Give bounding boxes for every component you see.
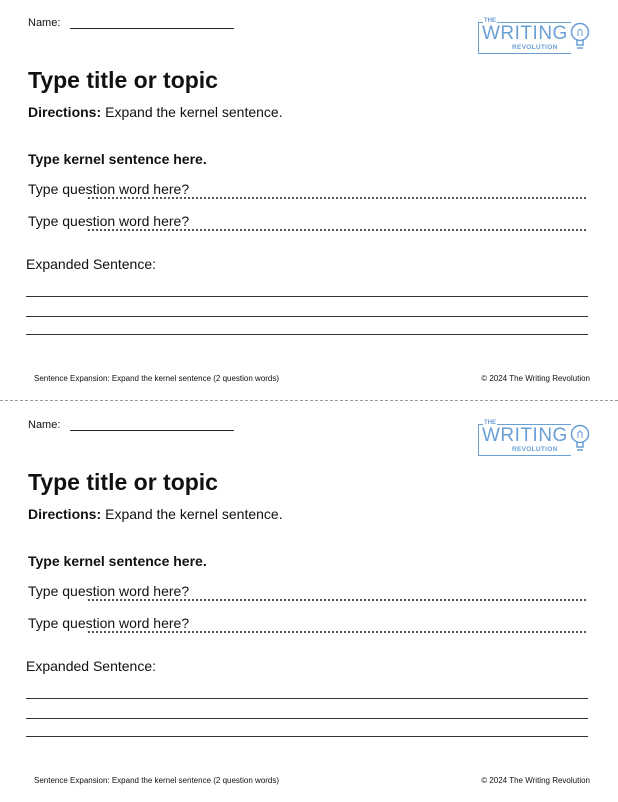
dotted-answer-line [88, 631, 586, 633]
directions [28, 104, 283, 120]
writing-line-2[interactable] [26, 316, 588, 317]
question-word-1[interactable]: Type question word here? [28, 583, 190, 599]
directions-text: Expand the kernel sentence. [105, 104, 283, 120]
question-word-2[interactable]: Type question word here? [28, 213, 190, 229]
writing-line-1[interactable] [26, 296, 588, 297]
logo-revolution: REVOLUTION [512, 44, 558, 51]
writing-revolution-logo [478, 18, 590, 54]
footer-worksheet-name: Sentence Expansion: Expand the kernel sentence (2 question words) [34, 776, 280, 785]
name-line[interactable] [70, 16, 234, 29]
dotted-answer-line [88, 197, 586, 199]
cut-line [0, 400, 618, 401]
footer-worksheet-name: Sentence Expansion: Expand the kernel sentence (2 question words) [34, 374, 280, 383]
dotted-answer-line [88, 229, 586, 231]
lightbulb-icon [570, 420, 590, 456]
kernel-sentence[interactable]: Type kernel sentence here. [28, 553, 207, 569]
writing-line-3[interactable] [26, 334, 588, 335]
page-title[interactable]: Type title or topic [28, 67, 218, 93]
worksheet-bottom [0, 402, 618, 802]
writing-line-2[interactable] [26, 718, 588, 719]
writing-line-3[interactable] [26, 736, 588, 737]
logo-writing: WRITING [482, 425, 568, 446]
name-field [28, 418, 234, 431]
logo-writing: WRITING [482, 23, 568, 44]
directions-label: Directions: [28, 506, 102, 522]
question-word-2[interactable]: Type question word here? [28, 615, 190, 631]
dotted-answer-line [88, 599, 586, 601]
question-row-2[interactable] [28, 213, 586, 233]
logo-revolution: REVOLUTION [512, 446, 558, 453]
directions-text: Expand the kernel sentence. [105, 506, 283, 522]
logo-the: THE [484, 18, 496, 24]
question-row-2[interactable] [28, 615, 586, 635]
question-word-1[interactable]: Type question word here? [28, 181, 190, 197]
name-field [28, 16, 234, 29]
directions [28, 506, 283, 522]
expanded-sentence-label: Expanded Sentence: [26, 256, 156, 272]
page-title[interactable]: Type title or topic [28, 469, 218, 495]
directions-label: Directions: [28, 104, 102, 120]
footer-copyright: © 2024 The Writing Revolution [481, 776, 590, 785]
name-line[interactable] [70, 418, 234, 431]
logo-the: THE [484, 420, 496, 426]
expanded-sentence-label: Expanded Sentence: [26, 658, 156, 674]
writing-revolution-logo [478, 420, 590, 456]
footer-copyright: © 2024 The Writing Revolution [481, 374, 590, 383]
worksheet-top [0, 0, 618, 400]
question-row-1[interactable] [28, 181, 586, 201]
name-label: Name: [28, 419, 61, 431]
lightbulb-icon [570, 18, 590, 54]
question-row-1[interactable] [28, 583, 586, 603]
name-label: Name: [28, 17, 61, 29]
writing-line-1[interactable] [26, 698, 588, 699]
kernel-sentence[interactable]: Type kernel sentence here. [28, 151, 207, 167]
